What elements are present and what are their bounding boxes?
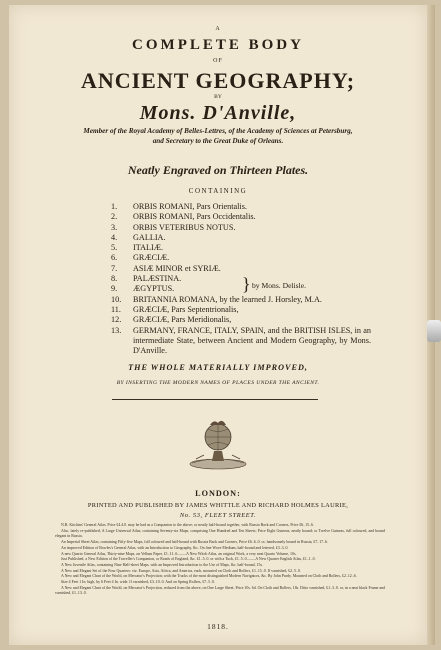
ad-paragraph: N.B. Kitchins' General Atlas. Price £4.4.0. may be had as a Companion to the above; or neatly half-bound together, with Russia Back and Corners, Price £6..15..6. bbox=[61, 523, 314, 527]
ad-paragraph: A New Juvenile Atlas, containing Nine Half-sheet Maps, with an Improved Introduction to the Use of Maps, &c. half-bound, 15s. bbox=[61, 562, 263, 567]
plate-number: 7. bbox=[111, 263, 118, 273]
title-page bbox=[9, 5, 427, 645]
delisle-credit: by Mons. Delisle. bbox=[252, 281, 306, 290]
plate-list bbox=[111, 202, 371, 356]
plate-number: 13. bbox=[111, 325, 122, 335]
imprint-printer: PRINTED AND PUBLISHED BY JAMES WHITTLE AND RICHARD HOLMES LAURIE, bbox=[87, 502, 349, 509]
list-item bbox=[111, 305, 371, 315]
plate-number: 6. bbox=[111, 253, 118, 263]
title-line-1: COMPLETE BODY bbox=[132, 37, 304, 53]
atlas-vignette-icon bbox=[188, 415, 248, 471]
plate-number: 3. bbox=[111, 222, 118, 232]
plate-number: 1. bbox=[111, 202, 118, 211]
ad-paragraph: A new Quarto General Atlas, Thirty-nine Maps, on Vellum Paper, £1..11..6.——A New Witch Atlas, an original Work, a very neat Quarto Volume, 10s. bbox=[61, 551, 297, 556]
plate-title: ORBIS VETERIBUS NOTUS. bbox=[133, 222, 236, 232]
imprint-city: LONDON: bbox=[195, 489, 241, 498]
list-item bbox=[111, 284, 371, 294]
engraved-heading: Neatly Engraved on Thirteen Plates. bbox=[127, 163, 309, 177]
article-a: A bbox=[215, 26, 221, 32]
list-item bbox=[111, 212, 371, 222]
plate-number: 10. bbox=[111, 294, 122, 304]
ad-paragraph: Size 4 Feet 1 In. high, by 6 Feet 4 In. wide. If varnished, £3..10..0. And on Spring Rollers, £7..5..0. bbox=[61, 580, 215, 585]
list-item bbox=[111, 264, 371, 274]
ad-paragraph: An Imperial Sheet Atlas, containing Fifty-five Maps, full coloured and half-bound with Russia Back and Corners, Price £6..6..0. or, handsomely bound in Russia, £7..17..6. bbox=[61, 540, 328, 545]
plate-title: GRÆCIÆ. bbox=[133, 253, 170, 263]
clasp-tab bbox=[427, 320, 441, 342]
plate-number: 5. bbox=[111, 243, 118, 253]
list-item bbox=[111, 202, 371, 212]
imprint-street: No. 53, FLEET STREET. bbox=[179, 512, 257, 519]
improved-heading: THE WHOLE MATERIALLY IMPROVED, bbox=[128, 363, 308, 372]
ad-paragraph: A New and Elegant Chart of the World, on Mercator's Projection, reduced from the above, on One Large Sheet, Price 10s. 6d. On Cloth and Rollers, 18s. Ditto varnished, £1..3..0. or, in a neat black Frame and varnished, £1..13..0. bbox=[55, 585, 385, 596]
plate-title: ORBIS ROMANI, Pars Orientalis. bbox=[133, 202, 247, 211]
divider bbox=[112, 399, 318, 400]
ad-paragraph: A New and Elegant Chart of the World, on Mercator's Projection; with the Tracks of the most distinguished Modern Navigators, &c. By John Purdy. Mounted on Cloth and Rollers, £2..12..6. bbox=[61, 574, 357, 579]
plate-title: ASIÆ MINOR et SYRIÆ. bbox=[133, 263, 221, 273]
plate-title: BRITANNIA ROMANA, by the learned J. Horsley, M.A. bbox=[133, 294, 322, 304]
ad-paragraph: Just Published, a New Edition of the Traveller's Companion, or Roads of England, &c. £1..5..0. or with a Tuck, £1..5..0.——A New Quarter English Atlas, £1..1..0. bbox=[61, 557, 316, 562]
title-line-2: ANCIENT GEOGRAPHY; bbox=[80, 68, 356, 93]
membership-line-2: and Secretary to the Great Duke of Orleans. bbox=[152, 137, 284, 145]
publication-year: 1818. bbox=[207, 622, 229, 631]
plate-title: ITALIÆ. bbox=[133, 243, 164, 253]
containing-label: CONTAINING bbox=[188, 187, 248, 195]
plate-title: GERMANY, FRANCE, ITALY, SPAIN, and the BRITISH ISLES, in an intermediate State, between Ancient and Modern Geography, by Mons. D'Anville. bbox=[133, 325, 371, 356]
list-item bbox=[111, 295, 371, 305]
plate-title: GRÆCIÆ, Pars Septentrionalis, bbox=[133, 304, 239, 314]
advertisements bbox=[55, 523, 385, 597]
inserting-note: BY INSERTING THE MODERN NAMES OF PLACES UNDER THE ANCIENT. bbox=[116, 380, 320, 386]
membership-line-1: Member of the Royal Academy of Belles-Lettres, of the Academy of Sciences at Petersburg, bbox=[83, 127, 353, 135]
plate-title: GALLIA. bbox=[133, 232, 166, 242]
plate-number: 4. bbox=[111, 232, 118, 242]
plate-number: 8. bbox=[111, 274, 118, 284]
list-item bbox=[111, 274, 371, 284]
word-by: BY bbox=[214, 94, 222, 100]
list-item bbox=[111, 253, 371, 263]
ad-paragraph: An improved Edition of Bowles's General Atlas, with an Introduction to Geography, &c. On fine Wove Medium, half-bound and lettered, £3..3..0. bbox=[61, 545, 289, 550]
author-name: Mons. D'Anville, bbox=[139, 102, 297, 124]
list-item bbox=[111, 233, 371, 243]
list-item bbox=[111, 223, 371, 233]
list-item bbox=[111, 243, 371, 253]
ad-paragraph: A New and Elegant Set of the Four Quarters: viz. Europe, Asia, Africa, and America, each, mounted on Cloth and Rollers, £1..15..0. If varnished, £2..5..0. bbox=[61, 568, 301, 573]
plate-title: PALÆSTINA. bbox=[133, 274, 182, 284]
brace-mark: } bbox=[242, 274, 251, 294]
plate-number: 2. bbox=[111, 212, 118, 222]
plate-number: 11. bbox=[111, 304, 121, 314]
word-of: OF bbox=[213, 58, 223, 64]
plate-title: ÆGYPTUS. bbox=[133, 284, 175, 294]
plate-number: 9. bbox=[111, 284, 118, 294]
ad-paragraph: Also, lately re-published, A Large Universal Atlas; containing Seventy-six Maps, comprising One Hundred and Ten Sheets; Price Eight Guineas, neatly bound; or Twelve Guineas, full coloured, and bound elegant in Russia. bbox=[55, 528, 385, 539]
list-item bbox=[111, 315, 371, 325]
list-item bbox=[111, 326, 371, 357]
plate-title: GRÆCIÆ, Pars Meridionalis, bbox=[133, 315, 232, 325]
plate-title: ORBIS ROMANI, Pars Occidentalis. bbox=[133, 212, 256, 222]
plate-number: 12. bbox=[111, 315, 122, 325]
